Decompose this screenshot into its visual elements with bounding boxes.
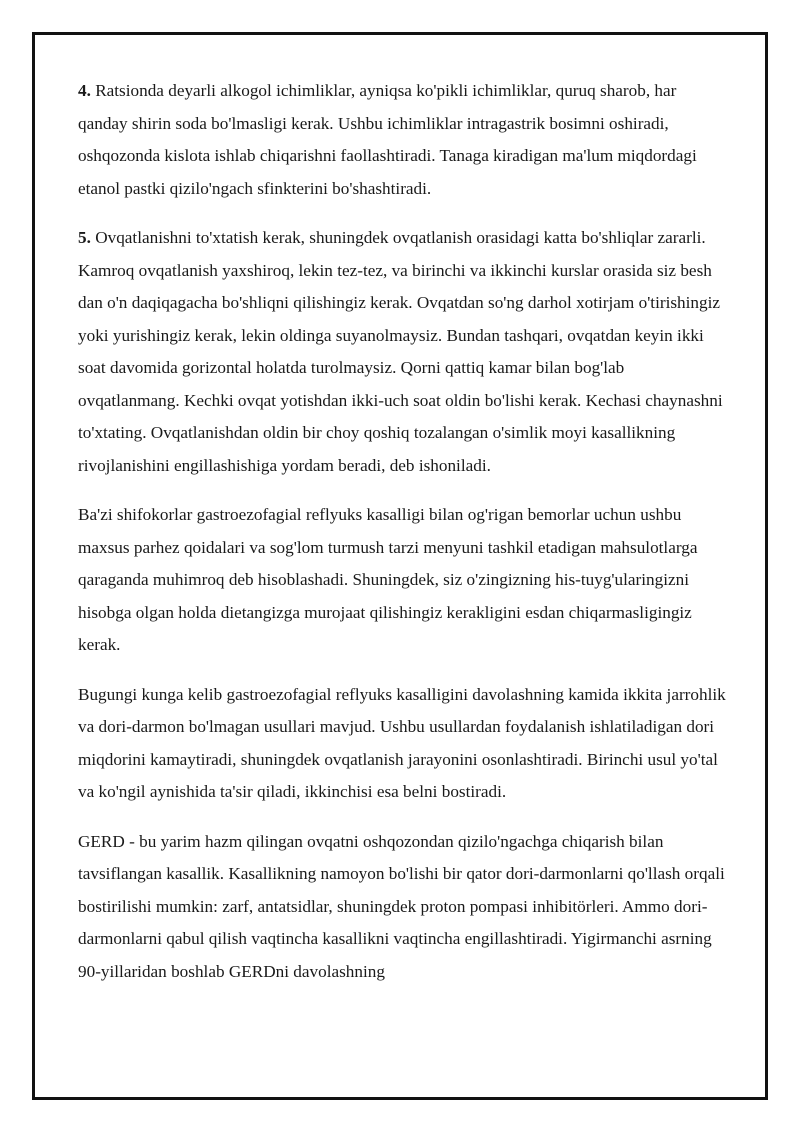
- paragraph-number: 5.: [78, 228, 91, 247]
- paragraph-number: 4.: [78, 81, 91, 100]
- paragraph-text: Ba'zi shifokorlar gastroezofagial reflyuks kasalligi bilan og'rigan bemorlar uchun ushbu maxsus parhez qoidalari va sog'lom turmush tarzi menyuni tashkil etadigan mahsulotlarga qaraganda muhimroq deb hisoblashadi. Shuningdek, siz o'zingizning his-tuyg'ularingizni hisobga olgan holda dietangizga murojaat qilishingiz kerakligini esdan chiqarmasligingiz kerak.: [78, 505, 698, 654]
- document-body: [78, 75, 730, 1005]
- page-frame: [32, 32, 768, 1100]
- paragraph: [78, 679, 730, 809]
- paragraph-item-5: [78, 222, 730, 482]
- paragraph-text: Ovqatlanishni to'xtatish kerak, shuningdek ovqatlanish orasidagi katta bo'shliqlar zararli. Kamroq ovqatlanish yaxshiroq, lekin tez-tez, va birinchi va ikkinchi kurslar orasida siz besh dan o'n daqiqagacha bo'shliqni qilishingiz kerak. Ovqatdan so'ng darhol xotirjam o'tirishingiz yoki yurishingiz kerak, lekin oldinga suyanolmaysiz. Bundan tashqari, ovqatdan keyin ikki soat davomida gorizontal holatda turolmaysiz. Qorni qattiq kamar bilan bog'lab ovqatlanmang. Kechki ovqat yotishdan ikki-uch soat oldin bo'lishi kerak. Kechasi chaynashni to'xtating. Ovqatlanishdan oldin bir choy qoshiq tozalangan o'simlik moyi kasallikning rivojlanishini engillashishiga yordam beradi, deb ishoniladi.: [78, 228, 723, 475]
- paragraph-text: Bugungi kunga kelib gastroezofagial reflyuks kasalligini davolashning kamida ikkita jarrohlik va dori-darmon bo'lmagan usullari mavjud. Ushbu usullardan foydalanish ishlatiladigan dori miqdorini kamaytiradi, shuningdek ovqatlanish jarayonini osonlashtiradi. Birinchi usul yo'tal va ko'ngil aynishida ta'sir qiladi, ikkinchisi esa belni bostiradi.: [78, 684, 726, 801]
- paragraph-item-4: [78, 75, 730, 205]
- paragraph: [78, 499, 730, 662]
- paragraph-text: Ratsionda deyarli alkogol ichimliklar, ayniqsa ko'pikli ichimliklar, quruq sharob, har qanday shirin soda bo'lmasligi kerak. Ushbu ichimliklar intragastrik bosimni oshiradi, oshqozonda kislota ishlab chiqarishni faollashtiradi. Tanaga kiradigan ma'lum miqdordagi etanol pastki qizilo'ngach sfinkterini bo'shashtiradi.: [78, 81, 697, 198]
- paragraph-text: GERD - bu yarim hazm qilingan ovqatni oshqozondan qizilo'ngachga chiqarish bilan tavsiflangan kasallik. Kasallikning namoyon bo'lishi bir qator dori-darmonlarni qo'llash orqali bostirilishi mumkin: zarf, antatsidlar, shuningdek proton pompasi inhibitörleri. Ammo dori-darmonlarni qabul qilish vaqtincha kasallikni vaqtincha engillashtiradi. Yigirmanchi asrning 90-yillaridan boshlab GERDni davolashning: [78, 831, 725, 981]
- paragraph: [78, 826, 730, 989]
